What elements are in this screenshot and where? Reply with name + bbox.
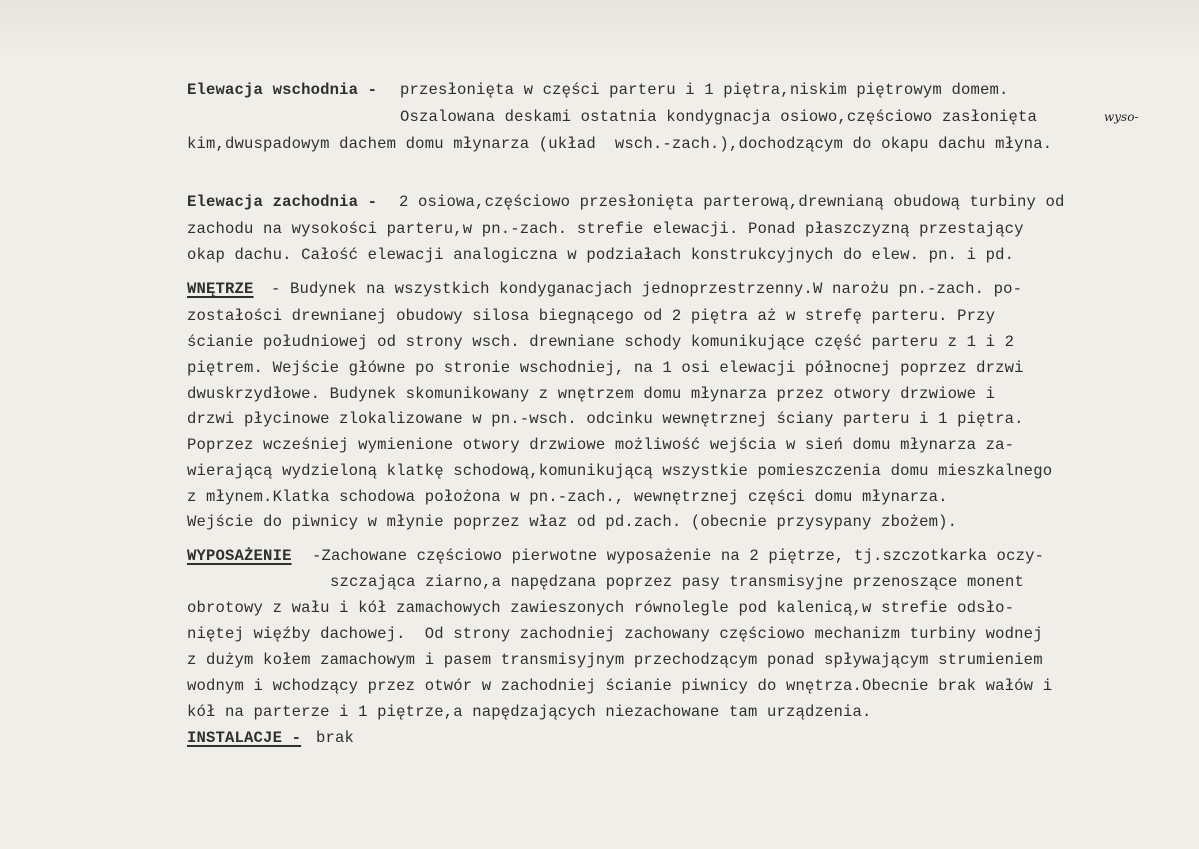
section-heading-elewacja-zachodnia: Elewacja zachodnia - (187, 193, 378, 211)
wnetrze-line: wierającą wydzieloną klatkę schodową,komunikującą wszystkie pomieszczenia domu mieszkalnego (187, 462, 1053, 480)
elewacja-wschodnia-line-3: kim,dwuspadowym dachem domu młynarza (układ wsch.-zach.),dochodzącym do okapu dachu młyna. (187, 135, 1053, 153)
elewacja-wschodnia-line-2: Oszalowana deskami ostatnia kondygnacja osiowo,częściowo zasłonięta (400, 108, 1038, 126)
section-heading-elewacja-wschodnia: Elewacja wschodnia - (187, 81, 378, 99)
wyposazenie-line: niętej więźby dachowej. Od strony zachodniej zachowany częściowo mechanizm turbiny wodnej (187, 625, 1043, 643)
instalacje-value: brak (316, 729, 355, 747)
wyposazenie-line: kół na parterze i 1 piętrze,a napędzających niezachowane tam urządzenia. (187, 703, 872, 721)
elewacja-wschodnia-line-1: przesłonięta w części parteru i 1 piętra,niskim piętrowym domem. (400, 81, 1009, 99)
wnetrze-line-1: - Budynek na wszystkich kondyganacjach jednoprzestrzenny.W narożu pn.-zach. po- (271, 280, 1023, 298)
elewacja-zachodnia-line-2: zachodu na wysokości parteru,w pn.-zach. strefie elewacji. Ponad płaszczyzną przestający (187, 220, 1024, 238)
wyposazenie-line-1: -Zachowane częściowo pierwotne wyposażenie na 2 piętrze, tj.szczotkarka oczy- (312, 547, 1045, 565)
section-heading-wnetrze: WNĘTRZE (187, 280, 254, 298)
wnetrze-line: Wejście do piwnicy w młynie poprzez właz od pd.zach. (obecnie przysypany zbożem). (187, 513, 958, 531)
wyposazenie-line: wodnym i wchodzący przez otwór w zachodniej ścianie piwnicy do wnętrza.Obecnie brak wałów i (187, 677, 1053, 695)
wnetrze-line: zostałości drewnianej obudowy silosa biegnącego od 2 piętra aż w strefę parteru. Przy (187, 307, 996, 325)
handwritten-annotation: wyso- (1104, 110, 1139, 124)
wnetrze-line: drzwi płycinowe zlokalizowane w pn.-wsch. odcinku wewnętrznej ściany parteru i 1 piętra. (187, 410, 1024, 428)
wyposazenie-line: obrotowy z wału i kół zamachowych zawieszonych równolegle pod kalenicą,w strefie odsło- (187, 599, 1015, 617)
elewacja-zachodnia-line-1: 2 osiowa,częściowo przesłonięta parterową,drewnianą obudową turbiny od (399, 193, 1065, 211)
wnetrze-line: ścianie południowej od strony wsch. drewniane schody komunikujące część parteru z 1 i 2 (187, 333, 1015, 351)
section-heading-instalacje: INSTALACJE - (187, 729, 302, 747)
wnetrze-line: dwuskrzydłowe. Budynek skomunikowany z wnętrzem domu młynarza przez otwory drzwiowe i (187, 385, 996, 403)
scan-shadow (0, 0, 1199, 60)
wyposazenie-line: z dużym kołem zamachowym i pasem transmisyjnym przechodzącym ponad spływającym strumieniem (187, 651, 1043, 669)
section-heading-wyposazenie: WYPOSAŻENIE (187, 547, 292, 565)
wnetrze-line: z młynem.Klatka schodowa położona w pn.-zach., wewnętrznej części domu młynarza. (187, 488, 948, 506)
wyposazenie-line-2: szczająca ziarno,a napędzana poprzez pasy transmisyjne przenoszące monent (330, 573, 1025, 591)
elewacja-zachodnia-line-3: okap dachu. Całość elewacji analogiczna w podziałach konstrukcyjnych do elew. pn. i pd. (187, 246, 1015, 264)
wnetrze-line: piętrem. Wejście główne po stronie wschodniej, na 1 osi elewacji północnej poprzez drzwi (187, 359, 1024, 377)
wnetrze-line: Poprzez wcześniej wymienione otwory drzwiowe możliwość wejścia w sień domu młynarza za- (187, 436, 1015, 454)
